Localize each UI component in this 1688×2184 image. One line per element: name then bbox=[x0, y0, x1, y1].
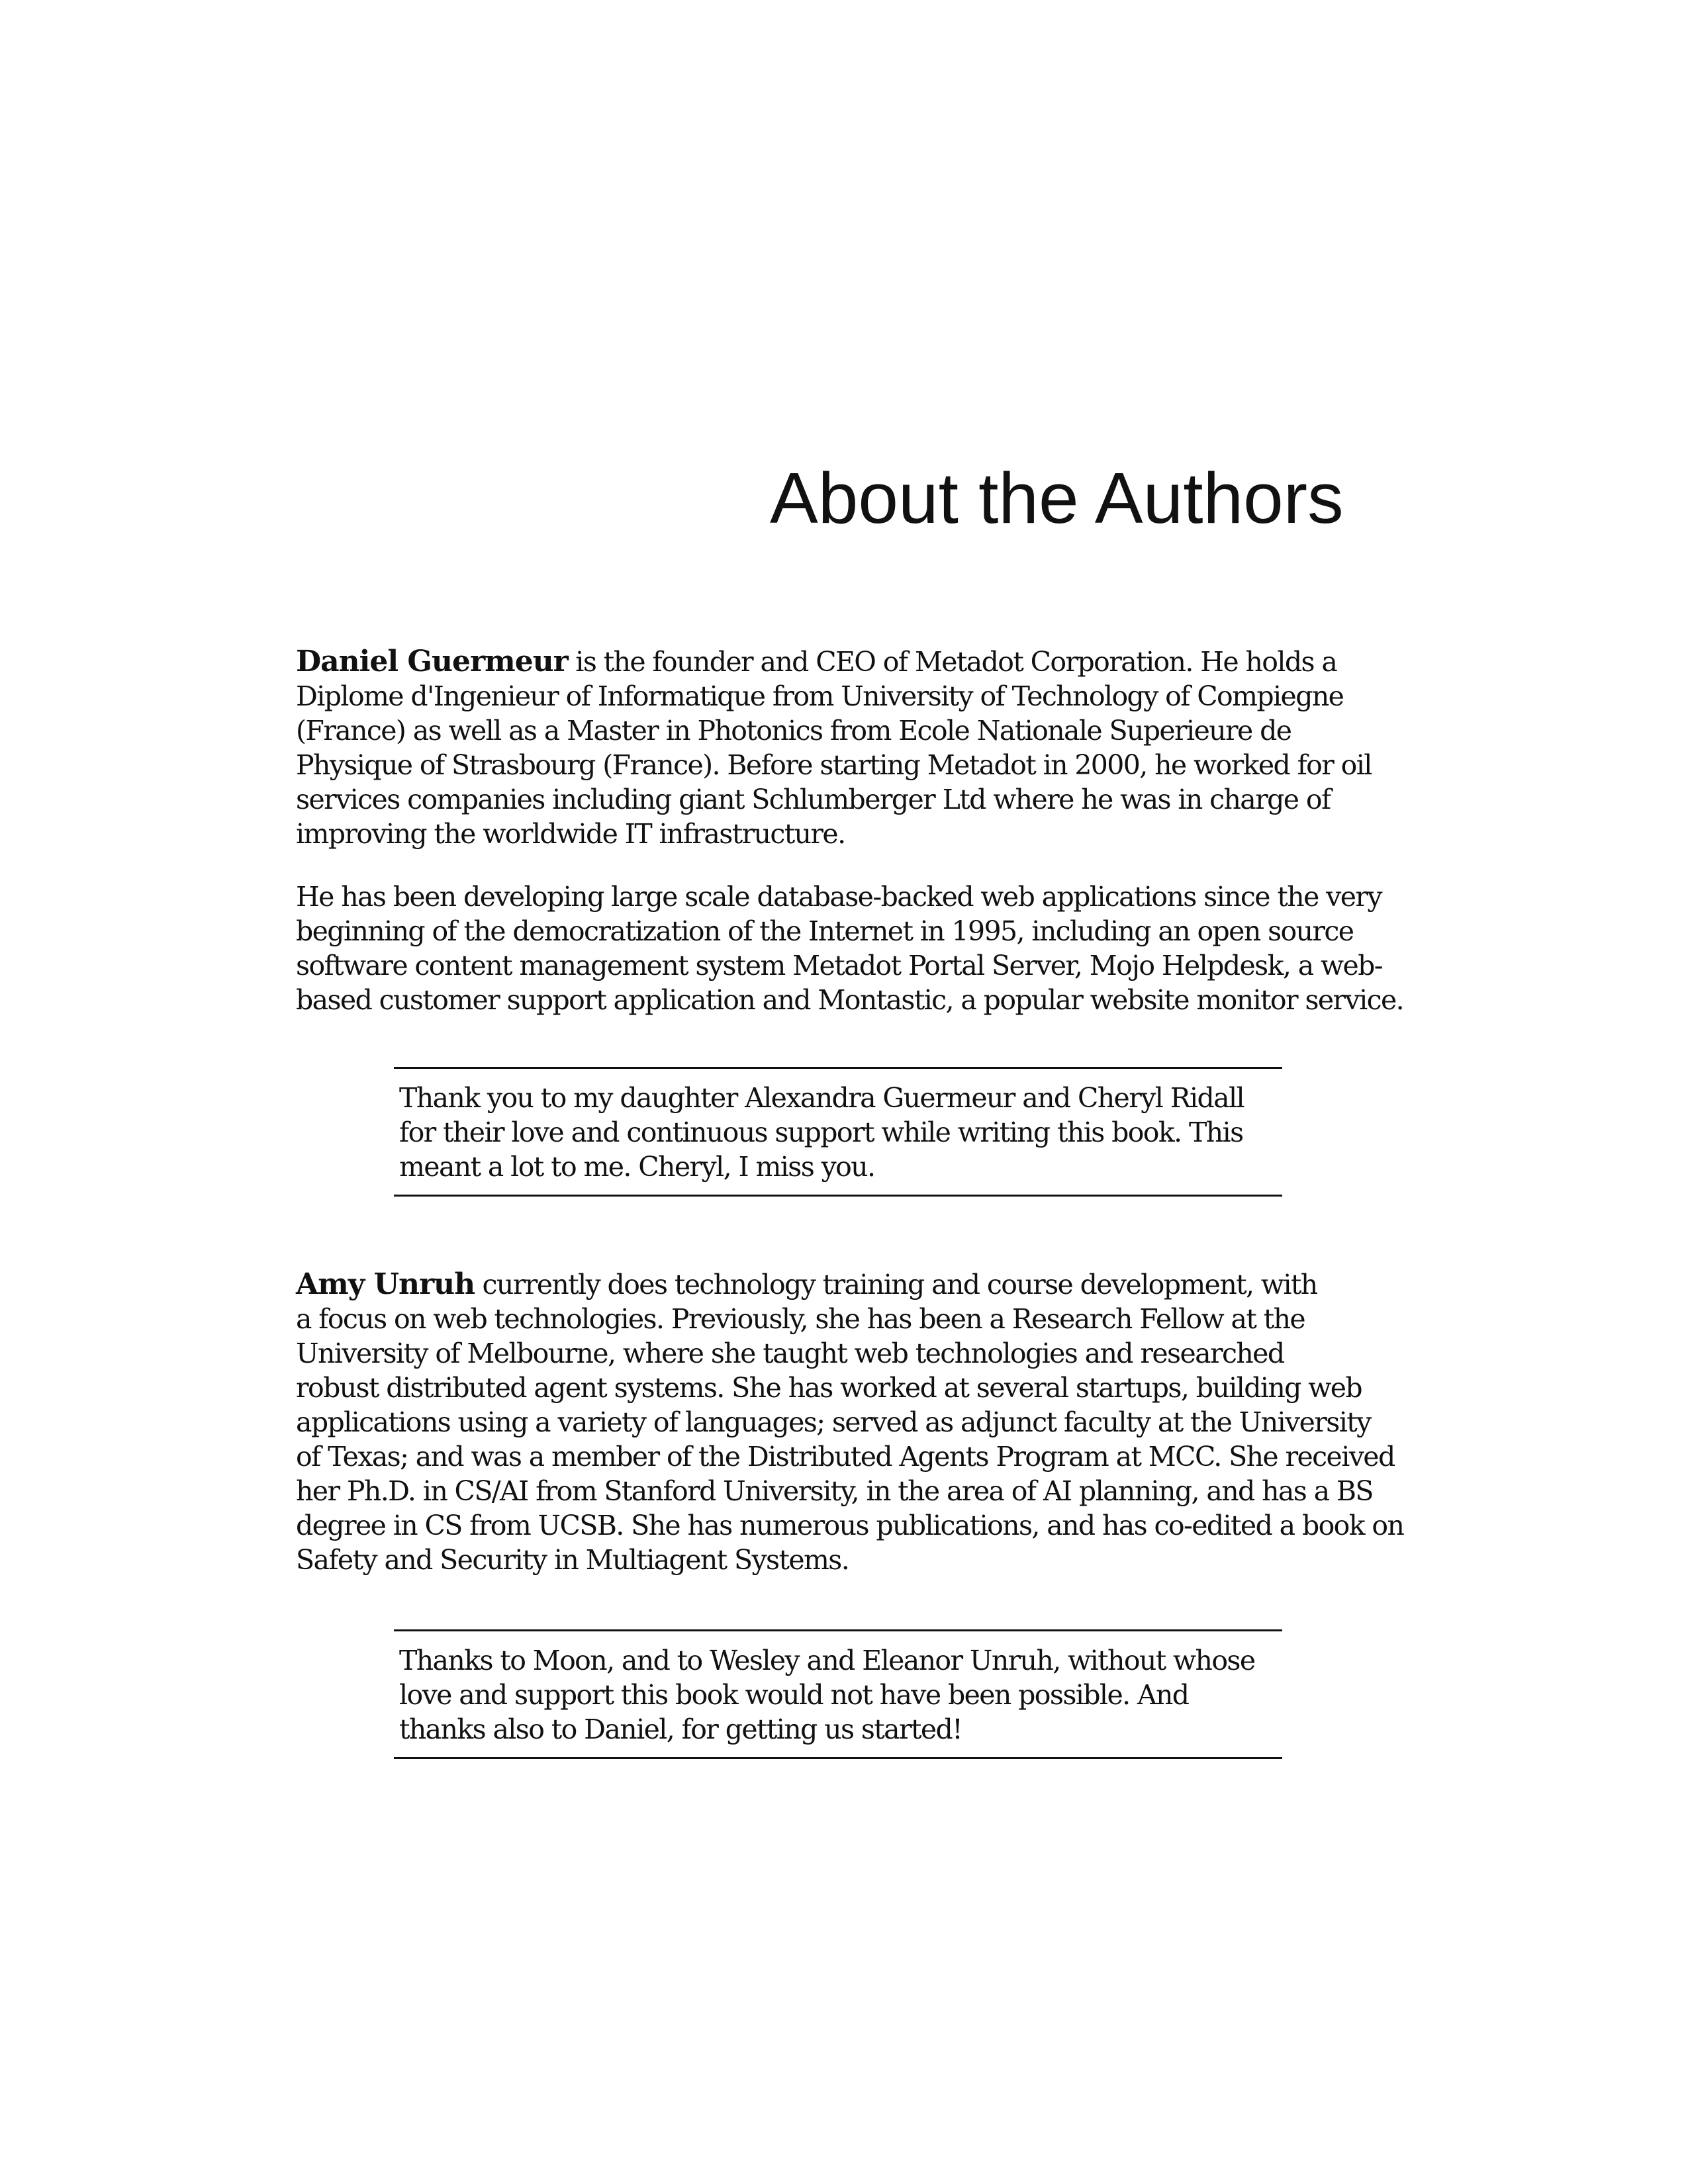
page-title: About the Authors bbox=[770, 458, 1344, 539]
acknowledgement-daniel bbox=[394, 1067, 1282, 1197]
bio-line: Diplome d'Ingenieur of Informatique from University of Technology of Compiegne bbox=[296, 680, 1344, 712]
bio-line: He has been developing large scale database-backed web applications since the very bbox=[296, 881, 1382, 913]
bio-line: degree in CS from UCSB. She has numerous publications, and has co-edited a book on bbox=[296, 1510, 1404, 1541]
bio-line: a focus on web technologies. Previously, she has been a Research Fellow at the bbox=[296, 1303, 1305, 1335]
bio-line: is the founder and CEO of Metadot Corporation. He holds a bbox=[567, 646, 1337, 678]
bio-line: robust distributed agent systems. She has worked at several startups, building web bbox=[296, 1372, 1362, 1404]
author-name: Daniel Guermeur bbox=[296, 645, 568, 678]
bio-line: Physique of Strasbourg (France). Before starting Metadot in 2000, he worked for oil bbox=[296, 749, 1372, 781]
acknowledgement-amy bbox=[394, 1629, 1282, 1759]
bio-line: currently does technology training and course development, with bbox=[475, 1269, 1317, 1300]
ack-line: Thank you to my daughter Alexandra Guermeur and Cheryl Ridall bbox=[399, 1082, 1244, 1114]
ack-line: thanks also to Daniel, for getting us started! bbox=[399, 1713, 962, 1745]
author-bio-daniel bbox=[296, 645, 1372, 851]
bio-line: Safety and Security in Multiagent Systems. bbox=[296, 1544, 849, 1576]
author-name: Amy Unruh bbox=[296, 1267, 475, 1301]
bio-line: software content management system Metadot Portal Server, Mojo Helpdesk, a web- bbox=[296, 950, 1383, 981]
author-bio-daniel-continued bbox=[296, 880, 1403, 1017]
bio-line: beginning of the democratization of the Internet in 1995, including an open source bbox=[296, 915, 1354, 947]
ack-line: for their love and continuous support while writing this book. This bbox=[399, 1116, 1243, 1148]
bio-line: of Texas; and was a member of the Distributed Agents Program at MCC. She received bbox=[296, 1441, 1395, 1473]
bio-line: her Ph.D. in CS/AI from Stanford University, in the area of AI planning, and has a BS bbox=[296, 1475, 1373, 1507]
ack-line: meant a lot to me. Cheryl, I miss you. bbox=[399, 1151, 875, 1183]
ack-line: love and support this book would not have been possible. And bbox=[399, 1679, 1189, 1711]
bio-line: University of Melbourne, where she taught web technologies and researched bbox=[296, 1338, 1284, 1369]
bio-line: applications using a variety of languages; served as adjunct faculty at the University bbox=[296, 1406, 1371, 1438]
bio-line: based customer support application and Montastic, a popular website monitor service. bbox=[296, 984, 1404, 1016]
bio-line: (France) as well as a Master in Photonics from Ecole Nationale Superieure de bbox=[296, 715, 1291, 747]
bio-line: services companies including giant Schlumberger Ltd where he was in charge of bbox=[296, 784, 1331, 815]
author-bio-amy bbox=[296, 1267, 1403, 1577]
ack-line: Thanks to Moon, and to Wesley and Eleanor Unruh, without whose bbox=[399, 1645, 1255, 1676]
bio-line: improving the worldwide IT infrastructure. bbox=[296, 818, 845, 850]
